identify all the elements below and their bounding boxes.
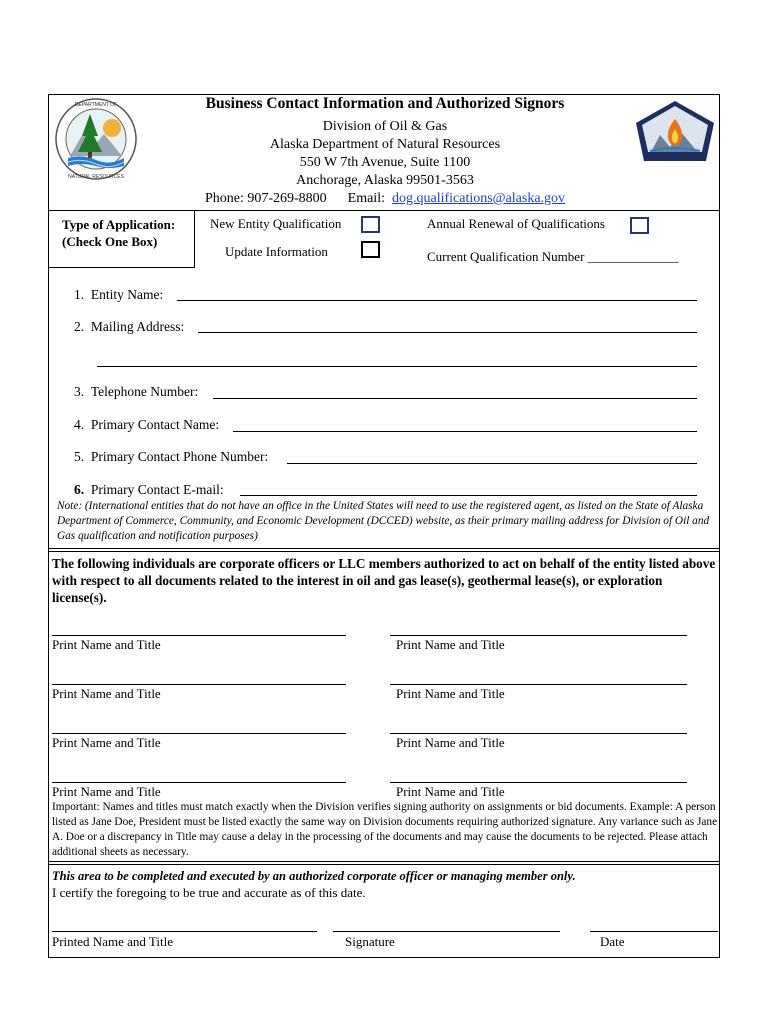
department-name: Alaska Department of Natural Resources [269,137,501,152]
primary-contact-phone-label: 5. Primary Contact Phone Number: [74,449,269,464]
print-name-label: Print Name and Title [396,735,505,750]
divider [48,551,720,552]
print-name-input[interactable] [52,684,346,685]
check-one-label: (Check One Box) [62,234,158,249]
printed-name-input[interactable] [52,931,317,932]
street-address: 550 W 7th Avenue, Suite 1100 [299,155,471,170]
application-type-label: Type of Application: [62,217,176,232]
printed-name-label: Printed Name and Title [52,934,173,949]
update-info-label: Update Information [225,244,328,259]
print-name-input[interactable] [52,635,346,636]
print-name-input[interactable] [52,782,346,783]
print-name-label: Print Name and Title [52,686,161,701]
print-name-input[interactable] [390,782,687,783]
print-name-label: Print Name and Title [396,686,505,701]
certify-heading: This area to be completed and executed by an authorized corporate officer or managing member only. [52,869,576,883]
primary-contact-email-label: 6. Primary Contact E-mail: [74,482,224,497]
date-label: Date [600,934,625,949]
svg-text:DEPARTMENT OF: DEPARTMENT OF [74,102,118,108]
phone-text: Phone: 907-269-8800 [204,191,327,206]
divider [194,210,195,268]
current-qualification-input[interactable]: ______________ [587,249,679,264]
print-name-input[interactable] [390,733,687,734]
entity-name-input[interactable] [177,300,697,301]
telephone-input[interactable] [213,398,697,399]
new-entity-checkbox[interactable] [361,216,380,233]
print-name-input[interactable] [390,684,687,685]
divider [48,861,720,862]
new-entity-label: New Entity Qualification [210,216,342,231]
print-name-input[interactable] [390,635,687,636]
important-notice: Important: Names and titles must match exactly when the Division verifies signing authority on assignments or bid documents. Example: A person listed as Jane Doe, President must be listed exactly the same way on Division documents requiring authorized signature. Any variance such as Jane A. Doe or a discrepancy in Title may cause a delay in the processing of the documents and may cause the documents to be rejected. Please attach additional sheets as necessary. [52,801,718,858]
primary-contact-name-label: 4. Primary Contact Name: [74,417,220,432]
print-name-label: Print Name and Title [396,784,505,799]
current-qualification-label: Current Qualification Number ______________ [427,249,679,264]
primary-contact-name-input[interactable] [233,431,697,432]
print-name-label: Print Name and Title [52,637,161,652]
print-name-label: Print Name and Title [396,637,505,652]
print-name-label: Print Name and Title [52,784,161,799]
form-title: Business Contact Information and Authorized Signors [205,95,565,112]
date-input[interactable] [590,931,718,932]
signors-intro: The following individuals are corporate officers or LLC members authorized to act on behalf of the entity listed above with respect to all documents related to the interest in oil and gas lease(s), geothermal lease(s), or exploration license(s). [52,556,716,605]
contact-line [0,191,770,207]
city-address: Anchorage, Alaska 99501-3563 [296,173,474,188]
annual-renewal-label: Annual Renewal of Qualifications [427,216,605,231]
print-name-label: Print Name and Title [52,735,161,750]
divider [48,548,720,549]
email-link[interactable]: dog.qualifications@alaska.gov [391,191,566,206]
mailing-address-label: 2. Mailing Address: [74,319,185,334]
mailing-address-input[interactable] [198,332,697,333]
print-name-input[interactable] [52,733,346,734]
divider [48,267,194,268]
signature-label: Signature [345,934,395,949]
divider [48,864,720,865]
primary-contact-email-input[interactable] [240,495,697,496]
email-label: Email: [347,191,385,206]
telephone-label: 3. Telephone Number: [74,384,199,399]
certify-statement: I certify the foregoing to be true and accurate as of this date. [52,885,366,900]
signature-input[interactable] [333,931,560,932]
division-name: Division of Oil & Gas [322,119,448,134]
mailing-address-line2-input[interactable] [97,366,697,367]
annual-renewal-checkbox[interactable] [630,217,649,234]
entity-name-label: 1. Entity Name: [74,287,164,302]
primary-contact-phone-input[interactable] [287,463,697,464]
svg-text:NATURAL RESOURCES: NATURAL RESOURCES [68,174,124,180]
update-info-checkbox[interactable] [361,241,380,258]
international-note: Note: (International entities that do not have an office in the United States will need to use the registered agent, as listed on the State of Alaska Department of Commerce, Community, and Economic Development (DCCED) website, as their primary mailing address for Division of Oil and Gas qualification and notification purposes) [57,500,710,542]
divider [48,210,720,211]
